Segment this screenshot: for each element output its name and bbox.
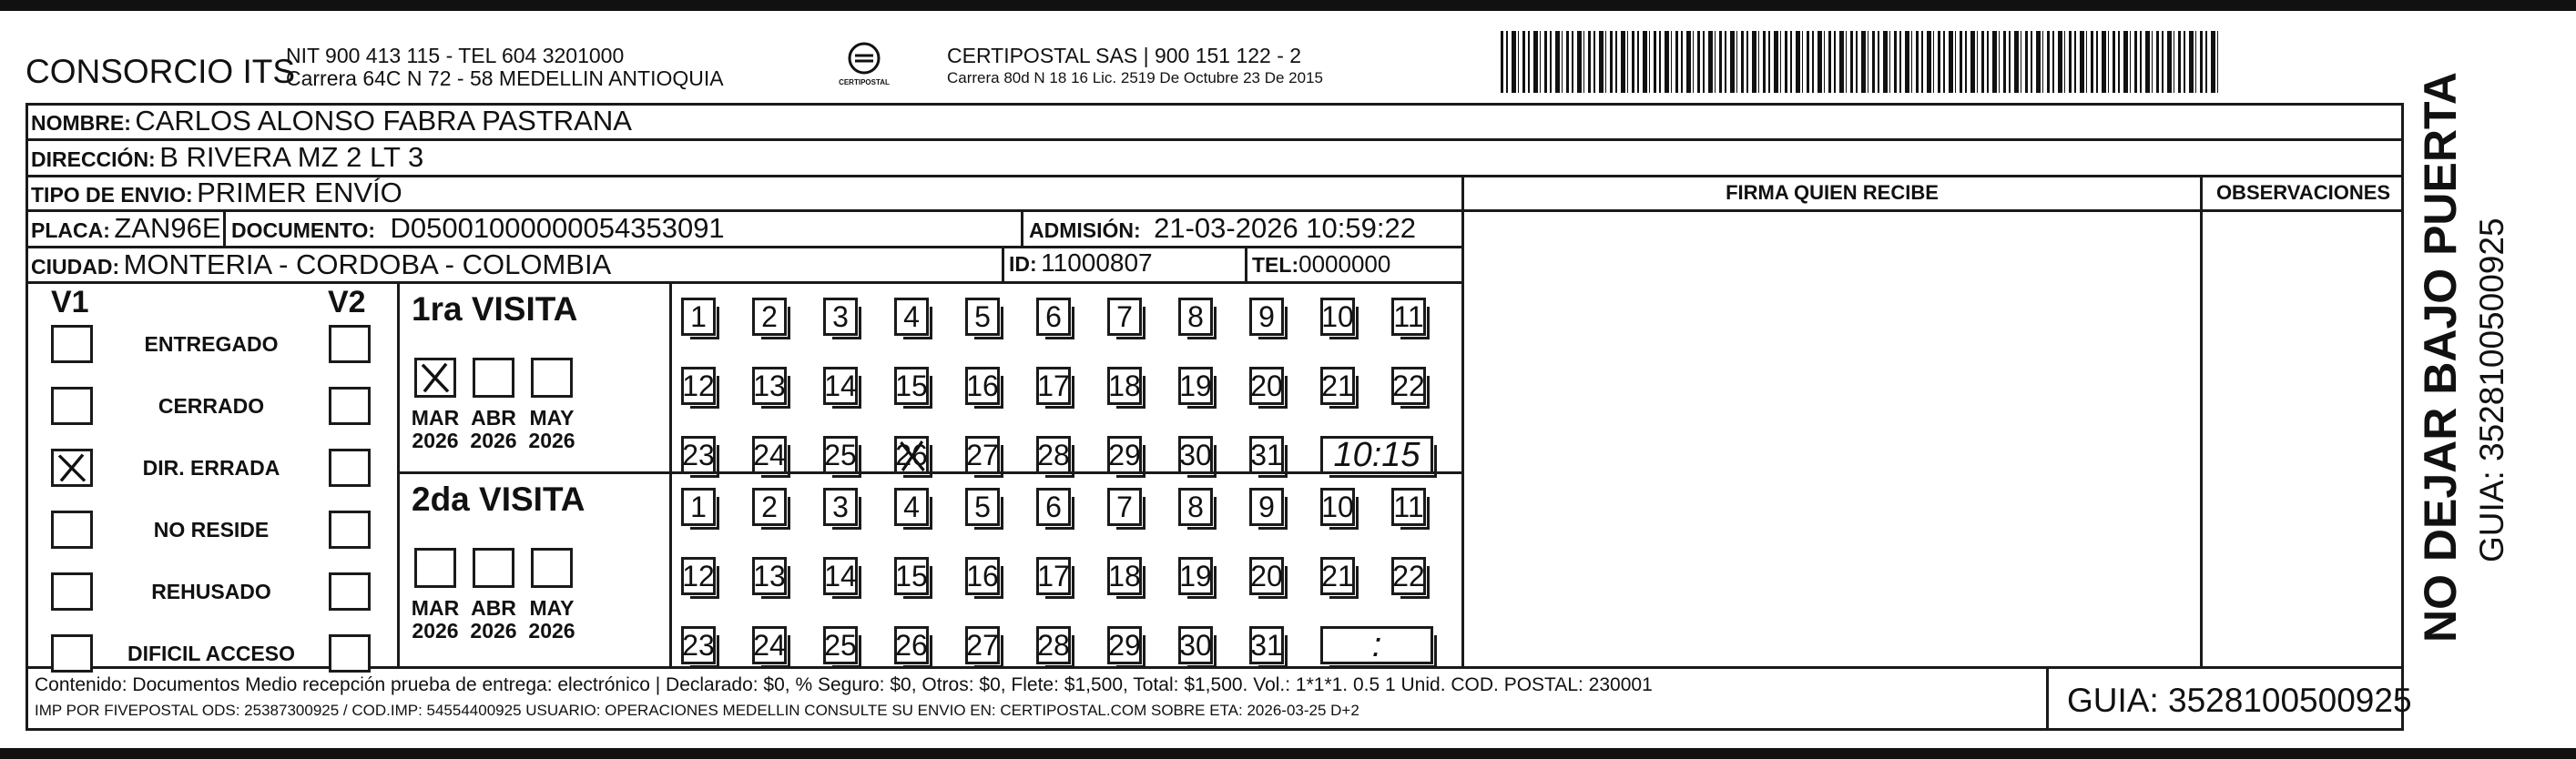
month-label: MAY 2026	[528, 596, 575, 643]
top-border	[0, 0, 2576, 11]
day-box[interactable]: 31	[1249, 436, 1284, 474]
day-box[interactable]: 8	[1178, 488, 1213, 526]
visit-title: 2da VISITA	[412, 481, 585, 518]
observaciones-header: OBSERVACIONES	[2215, 181, 2391, 204]
tipo-envio-value: PRIMER ENVÍO	[197, 177, 402, 208]
day-box[interactable]: 26	[894, 436, 929, 474]
observaciones-area[interactable]	[2203, 212, 2404, 666]
day-box[interactable]: 1	[681, 488, 716, 526]
tel-row: TEL:0000000	[1252, 250, 1391, 278]
month-label: MAR 2026	[411, 596, 460, 643]
day-box[interactable]: 25	[823, 626, 858, 664]
status-label: NO RESIDE	[153, 518, 270, 541]
day-box[interactable]: 30	[1178, 626, 1213, 664]
day-box[interactable]: 28	[1036, 436, 1071, 474]
placa-row: PLACA: ZAN96E	[31, 212, 221, 244]
day-box[interactable]: 12	[681, 367, 716, 405]
day-box[interactable]: 22	[1391, 367, 1426, 405]
day-box[interactable]: 13	[752, 557, 787, 595]
day-box[interactable]: 19	[1178, 557, 1213, 595]
logo-text: CERTIPOSTAL	[839, 78, 890, 86]
ciudad-value: MONTERIA - CORDOBA - COLOMBIA	[123, 248, 612, 280]
day-box[interactable]: 20	[1249, 367, 1284, 405]
day-box[interactable]: 15	[894, 557, 929, 595]
day-box[interactable]: 24	[752, 626, 787, 664]
admision-row: ADMISIÓN: 21-03-2026 10:59:22	[1029, 212, 1416, 244]
direccion-value: B RIVERA MZ 2 LT 3	[159, 141, 424, 173]
day-box[interactable]: 30	[1178, 436, 1213, 474]
day-box[interactable]: 8	[1178, 298, 1213, 336]
placa-value: ZAN96E	[114, 212, 221, 244]
company-nit: NIT 900 413 115 - TEL 604 3201000	[286, 44, 625, 67]
v1-label: V1	[51, 285, 89, 319]
day-box[interactable]: 4	[894, 298, 929, 336]
day-box[interactable]: 17	[1036, 367, 1071, 405]
day-box[interactable]: 2	[752, 298, 787, 336]
day-box[interactable]: 6	[1036, 298, 1071, 336]
day-box[interactable]: 12	[681, 557, 716, 595]
month-label: MAR 2026	[411, 406, 460, 453]
day-box[interactable]: 2	[752, 488, 787, 526]
month-checkbox[interactable]	[473, 548, 514, 588]
day-box[interactable]: 13	[752, 367, 787, 405]
day-box[interactable]: 10	[1320, 488, 1355, 526]
documento-row: DOCUMENTO: D05001000000054353091	[231, 212, 725, 244]
month-label: ABR 2026	[470, 596, 517, 643]
v1-checkbox[interactable]	[51, 325, 93, 363]
v2-checkbox[interactable]	[329, 572, 371, 611]
status-label: REHUSADO	[151, 580, 271, 603]
v2-checkbox[interactable]	[329, 387, 371, 425]
day-box[interactable]: 27	[965, 626, 1000, 664]
day-box[interactable]: 11	[1391, 488, 1426, 526]
day-box[interactable]: 9	[1249, 298, 1284, 336]
day-box[interactable]: 21	[1320, 367, 1355, 405]
side-guia: GUIA: 3528100500925	[2473, 218, 2510, 562]
status-label: ENTREGADO	[144, 332, 279, 356]
day-box[interactable]: 18	[1107, 367, 1142, 405]
month-checkbox[interactable]	[473, 358, 514, 398]
month-label: ABR 2026	[470, 406, 517, 453]
day-box[interactable]: 28	[1036, 626, 1071, 664]
day-box[interactable]: 22	[1391, 557, 1426, 595]
nombre-row: NOMBRE: CARLOS ALONSO FABRA PASTRANA	[31, 105, 632, 137]
day-box[interactable]: 17	[1036, 557, 1071, 595]
day-box[interactable]: 1	[681, 298, 716, 336]
day-box[interactable]: 7	[1107, 488, 1142, 526]
ciudad-row: CIUDAD: MONTERIA - CORDOBA - COLOMBIA	[31, 248, 612, 280]
bottom-border	[0, 748, 2576, 759]
day-box[interactable]: 9	[1249, 488, 1284, 526]
carrier-address: Carrera 80d N 18 16 Lic. 2519 De Octubre 23 De 2015	[947, 69, 1323, 86]
day-box[interactable]: 5	[965, 298, 1000, 336]
time-field[interactable]: 10:15	[1320, 436, 1433, 474]
day-check-mark	[896, 438, 929, 474]
day-box[interactable]: 29	[1107, 436, 1142, 474]
day-box[interactable]: 14	[823, 557, 858, 595]
id-value: 11000807	[1041, 248, 1153, 277]
status-label: DIFICIL ACCESO	[127, 642, 295, 665]
v2-label: V2	[328, 285, 366, 319]
day-box[interactable]: 14	[823, 367, 858, 405]
day-box[interactable]: 21	[1320, 557, 1355, 595]
day-box[interactable]: 10	[1320, 298, 1355, 336]
day-box[interactable]: 7	[1107, 298, 1142, 336]
day-box[interactable]: 4	[894, 488, 929, 526]
day-box[interactable]: 20	[1249, 557, 1284, 595]
status-label: DIR. ERRADA	[142, 456, 280, 480]
day-box[interactable]: 26	[894, 626, 929, 664]
day-box[interactable]: 15	[894, 367, 929, 405]
v2-checkbox[interactable]	[329, 511, 371, 549]
month-checkbox[interactable]	[414, 548, 456, 588]
month-checkbox[interactable]	[414, 358, 456, 398]
day-box[interactable]: 16	[965, 367, 1000, 405]
v1-checkbox[interactable]	[51, 449, 93, 487]
day-box[interactable]: 24	[752, 436, 787, 474]
status-label: CERRADO	[158, 394, 265, 418]
direccion-row: DIRECCIÓN: B RIVERA MZ 2 LT 3	[31, 141, 424, 173]
footer-guia: GUIA: 3528100500925	[2067, 682, 2412, 719]
admision-value: 21-03-2026 10:59:22	[1154, 212, 1416, 244]
month-label: MAY 2026	[528, 406, 575, 453]
v2-checkbox[interactable]	[329, 634, 371, 673]
certipostal-logo	[832, 40, 896, 96]
company-name: CONSORCIO ITS	[25, 53, 296, 90]
documento-value: D05001000000054353091	[390, 212, 725, 244]
day-box[interactable]: 25	[823, 436, 858, 474]
day-box[interactable]: 29	[1107, 626, 1142, 664]
v1-checkbox[interactable]	[51, 634, 93, 673]
firma-signature-area[interactable]	[1464, 212, 2200, 666]
day-box[interactable]: 19	[1178, 367, 1213, 405]
day-box[interactable]: 5	[965, 488, 1000, 526]
footer-imp: IMP POR FIVEPOSTAL ODS: 25387300925 / COD.IMP: 54554400925 USUARIO: OPERACIONES MEDELLIN CONSULTE SU ENVIO EN: CERTIPOSTAL.COM SOBRE ETA: 2026-03-25 D+2	[35, 702, 1359, 719]
day-box[interactable]: 23	[681, 626, 716, 664]
month-checkbox[interactable]	[531, 548, 573, 588]
day-box[interactable]: 18	[1107, 557, 1142, 595]
id-row: ID: 11000807	[1009, 248, 1153, 277]
day-box[interactable]: 3	[823, 298, 858, 336]
day-box[interactable]: 27	[965, 436, 1000, 474]
footer-contenido: Contenido: Documentos Medio recepción prueba de entrega: electrónico | Declarado: $0, % Seguro: $0, Otros: $0, Flete: $1,500, Total: $1,500. Vol.: 1*1*1. 0.5 1 Unid. COD. POSTAL: 230001	[35, 674, 1653, 695]
day-box[interactable]: 31	[1249, 626, 1284, 664]
barcode	[1501, 31, 2222, 93]
day-box[interactable]: 16	[965, 557, 1000, 595]
tel-value: 0000000	[1298, 250, 1391, 278]
day-box[interactable]: 11	[1391, 298, 1426, 336]
v1-checkbox[interactable]	[51, 572, 93, 611]
time-field[interactable]: :	[1320, 626, 1433, 664]
company-address: Carrera 64C N 72 - 58 MEDELLIN ANTIOQUIA	[286, 66, 724, 90]
nombre-value: CARLOS ALONSO FABRA PASTRANA	[135, 105, 632, 137]
day-box[interactable]: 3	[823, 488, 858, 526]
month-checkbox[interactable]	[531, 358, 573, 398]
v1-checkbox[interactable]	[51, 387, 93, 425]
v2-checkbox[interactable]	[329, 449, 371, 487]
v2-checkbox[interactable]	[329, 325, 371, 363]
day-box[interactable]: 6	[1036, 488, 1071, 526]
tipo-envio-row: TIPO DE ENVIO: PRIMER ENVÍO	[31, 177, 402, 208]
firma-header: FIRMA QUIEN RECIBE	[1726, 181, 1939, 204]
v1-checkbox[interactable]	[51, 511, 93, 549]
carrier-name: CERTIPOSTAL SAS | 900 151 122 - 2	[947, 44, 1302, 67]
day-box[interactable]: 23	[681, 436, 716, 474]
no-dejar-bajo-puerta: NO DEJAR BAJO PUERTA	[2415, 72, 2466, 643]
visit-title: 1ra VISITA	[412, 290, 578, 328]
